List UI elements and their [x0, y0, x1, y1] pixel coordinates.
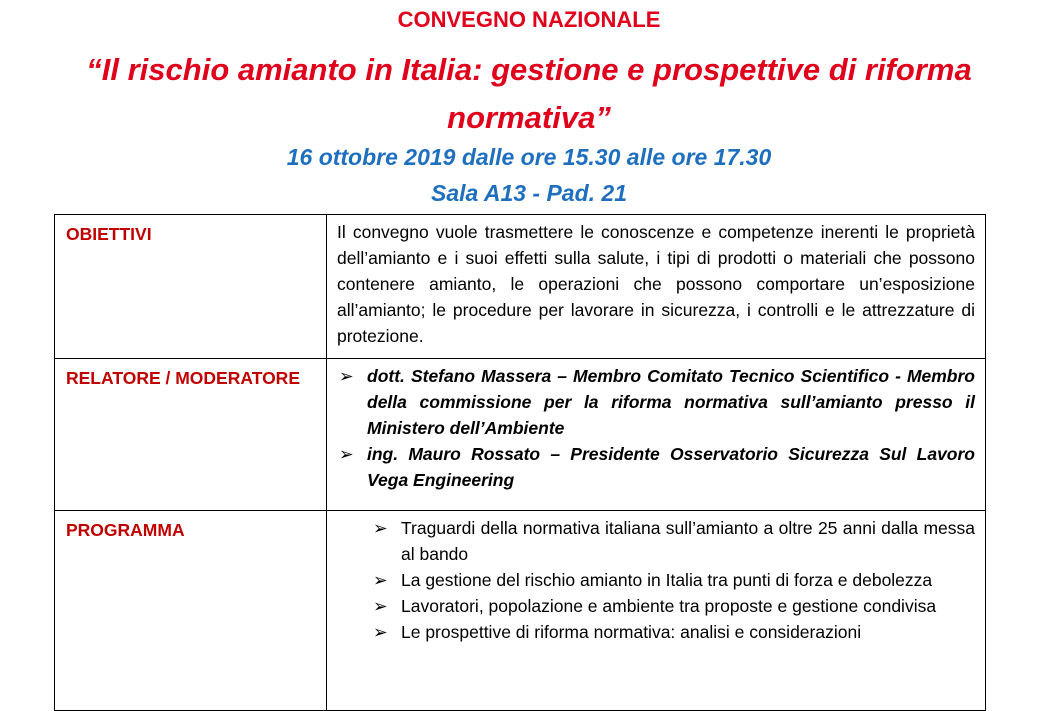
programma-content: [327, 511, 986, 711]
list-item: [369, 619, 975, 645]
obiettivi-content: [327, 215, 986, 359]
list-item: [369, 567, 975, 593]
event-venue: Sala A13 - Pad. 21: [430, 180, 628, 206]
list-item: [369, 593, 975, 619]
event-kicker: CONVEGNO NAZIONALE: [397, 7, 661, 32]
arrow-bullet-icon: ➢: [373, 570, 388, 590]
list-item: [369, 515, 975, 567]
list-item: [337, 441, 975, 493]
program-item-text: La gestione del rischio amianto in Italia tra punti di forza e debolezza: [401, 570, 933, 590]
program-item-text: Le prospettive di riforma normativa: analisi e considerazioni: [401, 622, 862, 642]
arrow-bullet-icon: ➢: [373, 596, 388, 616]
obiettivi-text: Il convegno vuole trasmettere le conoscenze e competenze inerenti le proprietà dell’amianto e i suoi effetti sulla salute, i tipi di prodotti o materiali che possono contenere amianto, le operazioni che possono comportare un’esposizione all’amianto; le procedure per lavorare in sicurezza, i controlli e le attrezzature di protezione.: [337, 222, 975, 346]
arrow-bullet-icon: ➢: [373, 518, 388, 538]
event-date: 16 ottobre 2019 dalle ore 15.30 alle ore 17.30: [286, 144, 772, 170]
arrow-bullet-icon: ➢: [339, 444, 354, 464]
program-list: [337, 515, 975, 645]
event-title: “Il rischio amianto in Italia: gestione e prospettive di riforma normativa”: [86, 52, 972, 135]
speaker-text: ing. Mauro Rossato – Presidente Osservatorio Sicurezza Sul Lavoro Vega Engineering: [367, 444, 975, 490]
relatore-content: [327, 359, 986, 511]
info-table: [54, 214, 986, 711]
speaker-text: dott. Stefano Massera – Membro Comitato Tecnico Scientifico - Membro della commissione per la riforma normativa sull’amianto presso il Ministero dell’Ambiente: [367, 366, 975, 438]
obiettivi-label: OBIETTIVI: [55, 215, 327, 359]
programma-label: PROGRAMMA: [55, 511, 327, 711]
relatore-label: RELATORE / MODERATORE: [55, 359, 327, 511]
arrow-bullet-icon: ➢: [373, 622, 388, 642]
arrow-bullet-icon: ➢: [339, 366, 354, 386]
table-row-obiettivi: [55, 215, 986, 359]
table-row-relatore: [55, 359, 986, 511]
table-row-programma: [55, 511, 986, 711]
program-item-text: Traguardi della normativa italiana sull’amianto a oltre 25 anni dalla messa al bando: [401, 518, 975, 564]
list-item: [337, 363, 975, 441]
program-item-text: Lavoratori, popolazione e ambiente tra proposte e gestione condivisa: [401, 596, 937, 616]
speaker-list: [337, 363, 975, 493]
